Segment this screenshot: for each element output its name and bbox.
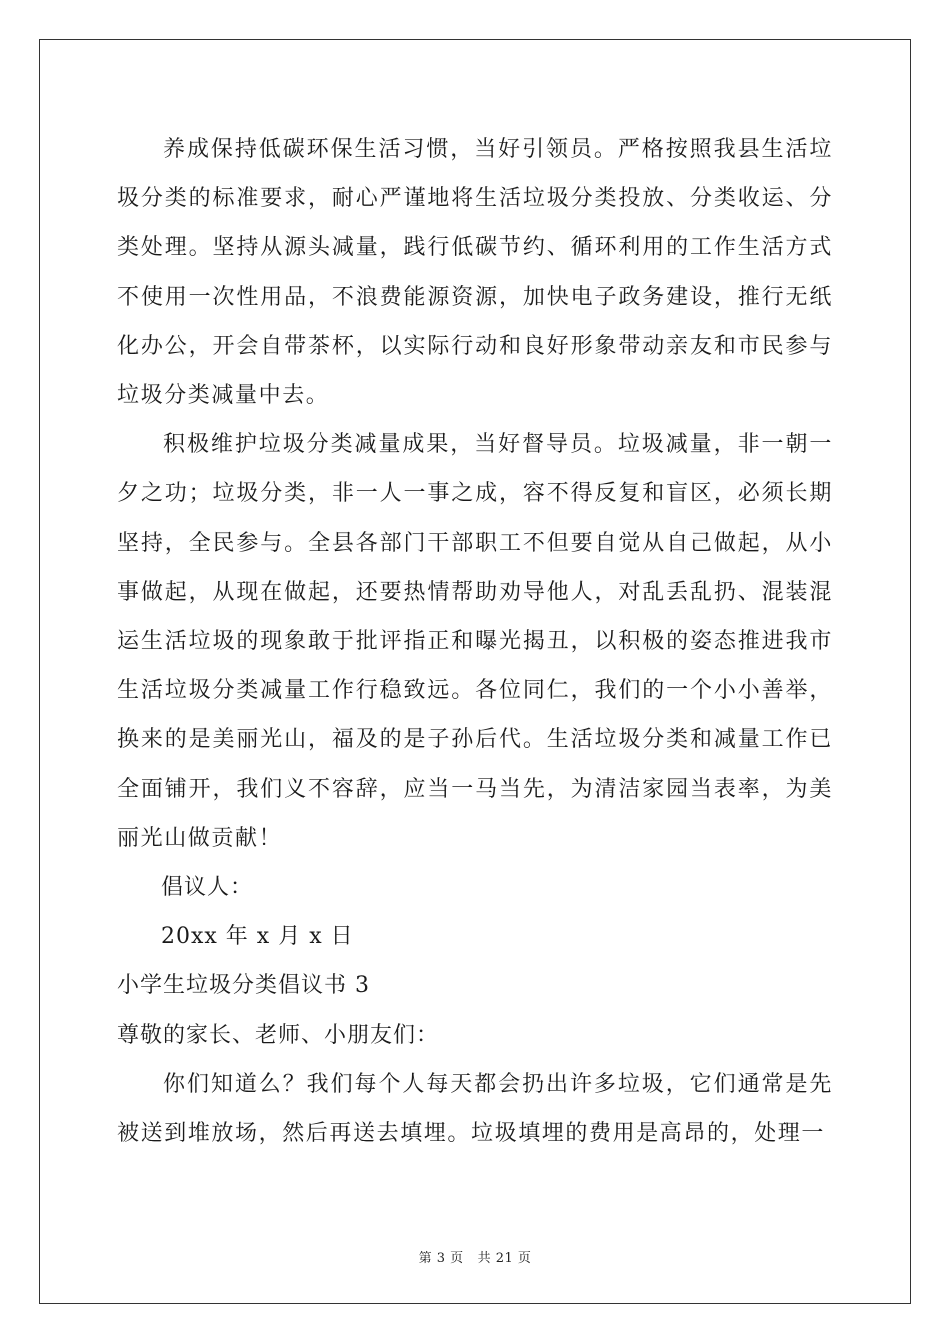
paragraph-low-carbon: 养成保持低碳环保生活习惯，当好引领员。严格按照我县生活垃圾分类的标准要求，耐心严谨地将生活垃圾分类投放、分类收运、分类处理。坚持从源头减量，践行低碳节约、循环利用的工作生活方式不使用一次性用品，不浪费能源资源，加快电子政务建设，推行无纸化办公，开会自带茶杯，以实际行动和良好形象带动亲友和市民参与垃圾分类减量中去。	[117, 137, 833, 409]
page-total: 共 21 页	[477, 1251, 532, 1266]
paragraph-supervision: 积极维护垃圾分类减量成果，当好督导员。垃圾减量，非一朝一夕之功；垃圾分类，非一人一事之成，容不得反复和盲区，必须长期坚持，全民参与。全县各部门干部职工不但要自觉从自己做起，从小事做起，从现在做起，还要热情帮助劝导他人，对乱丢乱扔、混装混运生活垃圾的现象敢于批评指正和曝光揭丑，以积极的姿态推进我市生活垃圾分类减量工作行稳致远。各位同仁，我们的一个小小善举，换来的是美丽光山，福及的是子孙后代。生活垃圾分类和减量工作已全面铺开，我们义不容辞，应当一马当先，为清洁家园当表率，为美丽光山做贡献！	[117, 432, 833, 851]
paragraph-intro: 你们知道么？我们每个人每天都会扔出许多垃圾，它们通常是先被送到堆放场，然后再送去填埋。垃圾填埋的费用是高昂的，处理一	[117, 1071, 833, 1147]
page-number: 第 3 页	[418, 1251, 464, 1266]
page-footer	[0, 1247, 950, 1266]
signature-label: 倡议人：	[161, 875, 254, 901]
section-title: 小学生垃圾分类倡议书 3	[117, 973, 370, 999]
salutation: 尊敬的家长、老师、小朋友们：	[117, 1022, 440, 1048]
document-body	[117, 125, 833, 1158]
signature-date: 20xx 年 x 月 x 日	[161, 924, 354, 950]
